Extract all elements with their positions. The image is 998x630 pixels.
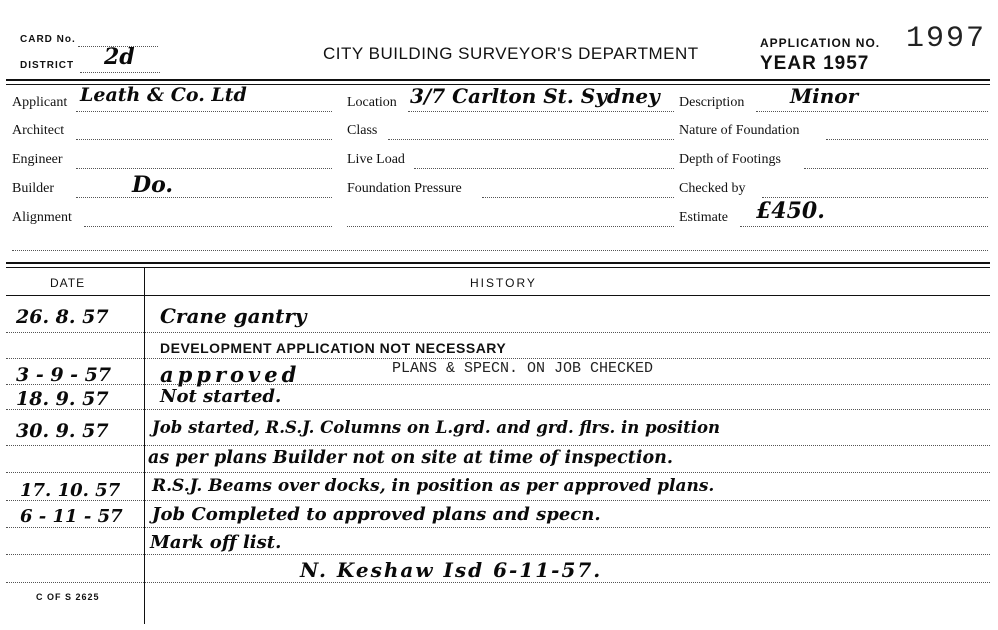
foundation-pressure-label: Foundation Pressure	[347, 181, 462, 196]
applicant-value: Leath & Co. Ltd	[80, 84, 247, 106]
builder-label: Builder	[12, 181, 54, 196]
application-no-label: APPLICATION NO.	[760, 36, 881, 50]
col2-blank-line	[347, 226, 674, 227]
location-value: 3/7 Carlton St. Sydney	[410, 84, 660, 108]
history-entry: R.S.J. Beams over docks, in position as per approved plans.	[152, 476, 715, 496]
year-label: YEAR 1957	[760, 53, 870, 74]
history-rule-top-2	[6, 267, 990, 268]
description-value: Minor	[790, 84, 859, 108]
class-label: Class	[347, 123, 378, 138]
history-rule-top	[6, 262, 990, 264]
history-entry: Job Completed to approved plans and specn.	[152, 504, 601, 525]
history-line	[6, 384, 990, 385]
history-signature: N. Keshaw Isd 6-11-57.	[300, 558, 603, 582]
date-column-divider	[144, 268, 145, 624]
field-grid-bottom-line	[12, 250, 988, 251]
history-entry: as per plans Builder not on site at time of inspection.	[148, 448, 673, 468]
history-entry: approved	[160, 362, 301, 387]
location-line	[408, 111, 674, 112]
history-entry: Mark off list.	[150, 532, 282, 553]
history-line	[6, 358, 990, 359]
alignment-line	[84, 226, 332, 227]
location-label: Location	[347, 95, 397, 110]
card-no-label: CARD No.	[20, 34, 76, 45]
depth-of-footings-line	[804, 168, 988, 169]
header-rule-top	[6, 79, 990, 81]
engineer-line	[76, 168, 332, 169]
depth-of-footings-label: Depth of Footings	[679, 152, 781, 167]
history-stamp: PLANS & SPECN. ON JOB CHECKED	[392, 360, 654, 377]
district-value: 2d	[104, 44, 135, 70]
description-line	[756, 111, 988, 112]
applicant-label: Applicant	[12, 95, 68, 110]
nature-of-foundation-line	[826, 139, 988, 140]
history-line	[6, 409, 990, 410]
alignment-label: Alignment	[12, 210, 72, 225]
class-line	[388, 139, 674, 140]
foundation-pressure-line	[482, 197, 674, 198]
live-load-line	[414, 168, 674, 169]
builder-line	[76, 197, 332, 198]
history-date: 17. 10. 57	[20, 480, 121, 501]
application-no: 1997	[906, 22, 987, 56]
history-date: 6 - 11 - 57	[20, 506, 123, 527]
form-code: C OF S 2625	[36, 592, 100, 602]
history-line	[6, 582, 990, 583]
estimate-value: £450.	[756, 198, 825, 224]
live-load-label: Live Load	[347, 152, 405, 167]
estimate-label: Estimate	[679, 210, 728, 225]
description-label: Description	[679, 95, 745, 110]
history-line	[6, 554, 990, 555]
history-line	[6, 332, 990, 333]
history-entry: Crane gantry	[160, 304, 307, 328]
history-entry: Job started, R.S.J. Columns on L.grd. and grd. flrs. in position	[152, 418, 721, 437]
builder-value: Do.	[132, 172, 174, 198]
checked-by-label: Checked by	[679, 181, 746, 196]
history-entry: Not started.	[160, 386, 282, 407]
history-date: 18. 9. 57	[16, 388, 109, 410]
history-date: 3 - 9 - 57	[16, 364, 112, 386]
department-title: CITY BUILDING SURVEYOR'S DEPARTMENT	[323, 44, 699, 63]
architect-label: Architect	[12, 123, 65, 138]
history-line	[6, 527, 990, 528]
estimate-line	[740, 226, 988, 227]
nature-of-foundation-label: Nature of Foundation	[679, 123, 800, 138]
history-line	[6, 500, 990, 501]
history-date: 30. 9. 57	[16, 420, 109, 442]
district-label: DISTRICT	[20, 60, 75, 71]
history-date: 26. 8. 57	[16, 306, 109, 328]
history-stamp: DEVELOPMENT APPLICATION NOT NECESSARY	[160, 340, 507, 356]
applicant-line	[76, 111, 332, 112]
history-header-rule	[6, 295, 990, 296]
history-line	[6, 445, 990, 446]
engineer-label: Engineer	[12, 152, 63, 167]
history-column-header: HISTORY	[470, 276, 537, 290]
architect-line	[76, 139, 332, 140]
history-line	[6, 472, 990, 473]
district-line	[80, 72, 160, 73]
date-column-header: DATE	[50, 276, 86, 290]
